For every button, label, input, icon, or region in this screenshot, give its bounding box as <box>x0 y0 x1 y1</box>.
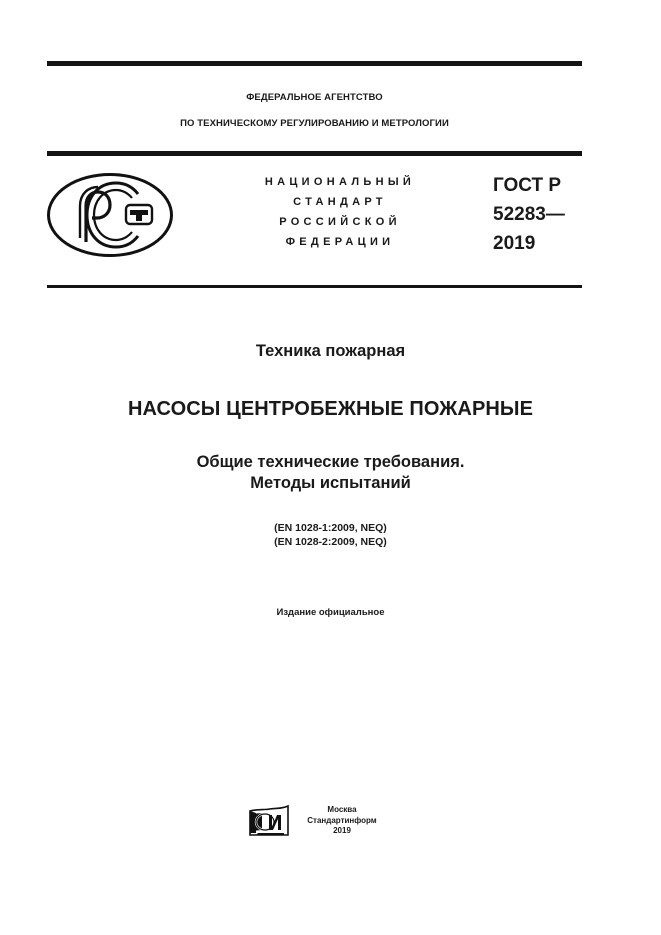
standartinform-logo-icon <box>248 803 292 837</box>
national-standard-line: НАЦИОНАЛЬНЫЙ <box>264 176 416 188</box>
standard-designation <box>493 171 565 258</box>
international-references <box>0 521 661 549</box>
document-subject: Техника пожарная <box>255 342 406 360</box>
subtitle-line: Методы испытаний <box>250 474 411 492</box>
imprint-year: 2019 <box>333 826 351 835</box>
national-standard-line: ФЕДЕРАЦИИ <box>285 236 395 248</box>
agency-name-line-1: ФЕДЕРАЛЬНОЕ АГЕНТСТВО <box>246 92 383 103</box>
header-rule <box>47 151 582 156</box>
designation-line: ГОСТ Р <box>493 175 562 196</box>
subtitle-line: Общие технические требования. <box>196 453 465 471</box>
document-title: НАСОСЫ ЦЕНТРОБЕЖНЫЕ ПОЖАРНЫЕ <box>127 398 534 420</box>
document-subtitle <box>0 452 661 494</box>
imprint-publisher: Стандартинформ <box>307 815 377 825</box>
reference-line: (EN 1028-1:2009, NEQ) <box>274 522 387 534</box>
top-rule <box>47 61 582 66</box>
standard-block-rule <box>47 285 582 288</box>
imprint-city: Москва <box>327 805 357 814</box>
imprint <box>292 805 392 837</box>
agency-name-line-2: ПО ТЕХНИЧЕСКОМУ РЕГУЛИРОВАНИЮ И МЕТРОЛОГИИ <box>180 118 449 129</box>
designation-line: 52283— <box>493 204 565 225</box>
designation-line: 2019 <box>493 233 536 254</box>
national-standard-label <box>245 172 435 252</box>
edition-label: Издание официальное <box>276 607 385 618</box>
rst-certification-logo-icon <box>46 172 174 258</box>
national-standard-line: СТАНДАРТ <box>293 196 387 208</box>
national-standard-line: РОССИЙСКОЙ <box>279 216 401 228</box>
reference-line: (EN 1028-2:2009, NEQ) <box>274 536 387 548</box>
